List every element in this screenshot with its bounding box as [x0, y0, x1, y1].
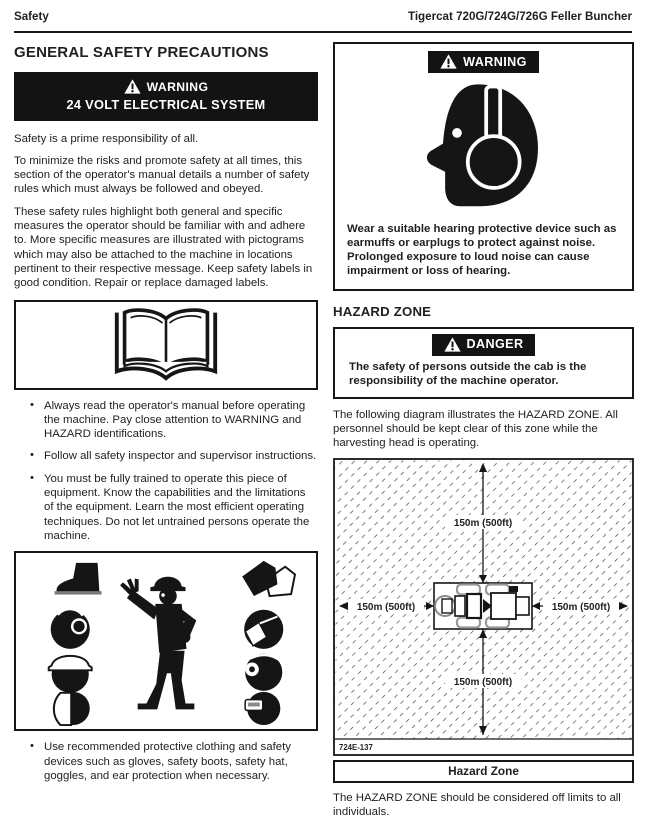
manual-figure — [14, 300, 318, 390]
section-title: GENERAL SAFETY PRECAUTIONS — [14, 44, 269, 62]
bullet-item: • Use recommended protective clothing and safety devices such as gloves, safety boots, safety hat, goggles, and ear protection when necessary. — [14, 740, 318, 783]
open-book-icon — [91, 304, 241, 386]
face-shield-icon — [54, 692, 90, 725]
bullet-item: • Follow all safety inspector and supervisor instructions. — [14, 449, 318, 463]
warning-triangle-icon — [124, 79, 141, 94]
warning-label-wrap — [335, 51, 632, 73]
ppe-bullet-list — [14, 740, 318, 783]
figure-reference: 724E-137 — [339, 742, 373, 752]
hard-hat-icon — [49, 656, 92, 693]
left-column — [14, 42, 318, 819]
warning-message: 24 VOLT ELECTRICAL SYSTEM — [66, 97, 266, 113]
diagram-caption: Hazard Zone — [333, 760, 634, 783]
warning-triangle-icon — [440, 54, 457, 69]
hearing-warning-text: Wear a suitable hearing protective device such as earmuffs or earplugs to protect against noise. Prolonged exposure to loud noise can cause impairment or loss of hearing. — [347, 222, 617, 278]
hearing-protection-icon — [408, 80, 560, 216]
warning-signal-word: WARNING — [146, 79, 209, 94]
right-column — [333, 42, 634, 819]
header-divider — [14, 31, 632, 33]
distance-label-left: 150m (500ft) — [356, 601, 416, 613]
safety-bullet-list — [14, 399, 318, 544]
danger-label — [432, 334, 536, 356]
hazard-zone-intro: The following diagram illustrates the HAZARD ZONE. All personnel should be kept clear of this zone while the harvesting head is operating. — [333, 408, 618, 450]
bullet-item: • You must be fully trained to operate this piece of equipment. Know the capabilities and the limitations of the equipment. Learn the most efficient operating techniques. Do not let untrained persons operate the machine. — [14, 472, 318, 543]
feller-buncher-top-view-icon — [434, 583, 532, 629]
header-section-title: Safety — [14, 10, 49, 23]
warning-triangle-icon — [444, 337, 461, 352]
page-header — [14, 10, 632, 24]
distance-label-right: 150m (500ft) — [551, 601, 611, 613]
paragraph: To minimize the risks and promote safety at all times, this section of the operator's manual details a number of safety rules which must always be followed and obeyed. — [14, 154, 310, 196]
voltage-warning-banner — [14, 72, 318, 120]
distance-label-top: 150m (500ft) — [453, 517, 513, 529]
hearing-warning-box — [333, 42, 634, 290]
danger-signal-word: DANGER — [466, 337, 524, 352]
gloves-icon — [242, 561, 295, 596]
distance-label-bottom: 150m (500ft) — [453, 676, 513, 688]
warning-signal-word: WARNING — [463, 54, 527, 69]
paragraph: These safety rules highlight both general and specific measures the operator should be familiar with and adhere to. More specific measures are illustrated with pictograms which may also be attached to the machine in locations pertinent to their respective message. Keep safety labels in good condition. Repair or replace damaged labels. — [14, 205, 313, 290]
welding-mask-icon — [245, 692, 280, 725]
hazard-zone-diagram — [333, 458, 634, 756]
header-machine-title: Tigercat 720G/724G/726G Feller Buncher — [407, 10, 632, 23]
worker-figure — [120, 577, 196, 710]
bullet-item: • Always read the operator's manual before operating the machine. Pay close attention to WARNING and HAZARD identifications. — [14, 399, 318, 442]
warning-signal-row — [18, 79, 314, 94]
ppe-figure — [14, 551, 318, 731]
danger-label-wrap — [335, 334, 632, 356]
protective-equipment-pictogram — [18, 555, 314, 727]
safety-boot-icon — [55, 563, 102, 595]
hazard-zone-title: HAZARD ZONE — [333, 303, 432, 319]
paragraph: Safety is a prime responsibility of all. — [14, 132, 199, 145]
hazard-zone-footer: The HAZARD ZONE should be considered off limits to all individuals. — [333, 791, 621, 819]
danger-text: The safety of persons outside the cab is the responsibility of the machine operator. — [349, 361, 587, 388]
warning-label — [428, 51, 539, 73]
earmuffs-icon — [51, 609, 90, 649]
headlamp-icon — [245, 654, 283, 691]
dust-mask-icon — [244, 610, 283, 649]
two-column-layout — [14, 42, 632, 819]
danger-box — [333, 327, 634, 399]
